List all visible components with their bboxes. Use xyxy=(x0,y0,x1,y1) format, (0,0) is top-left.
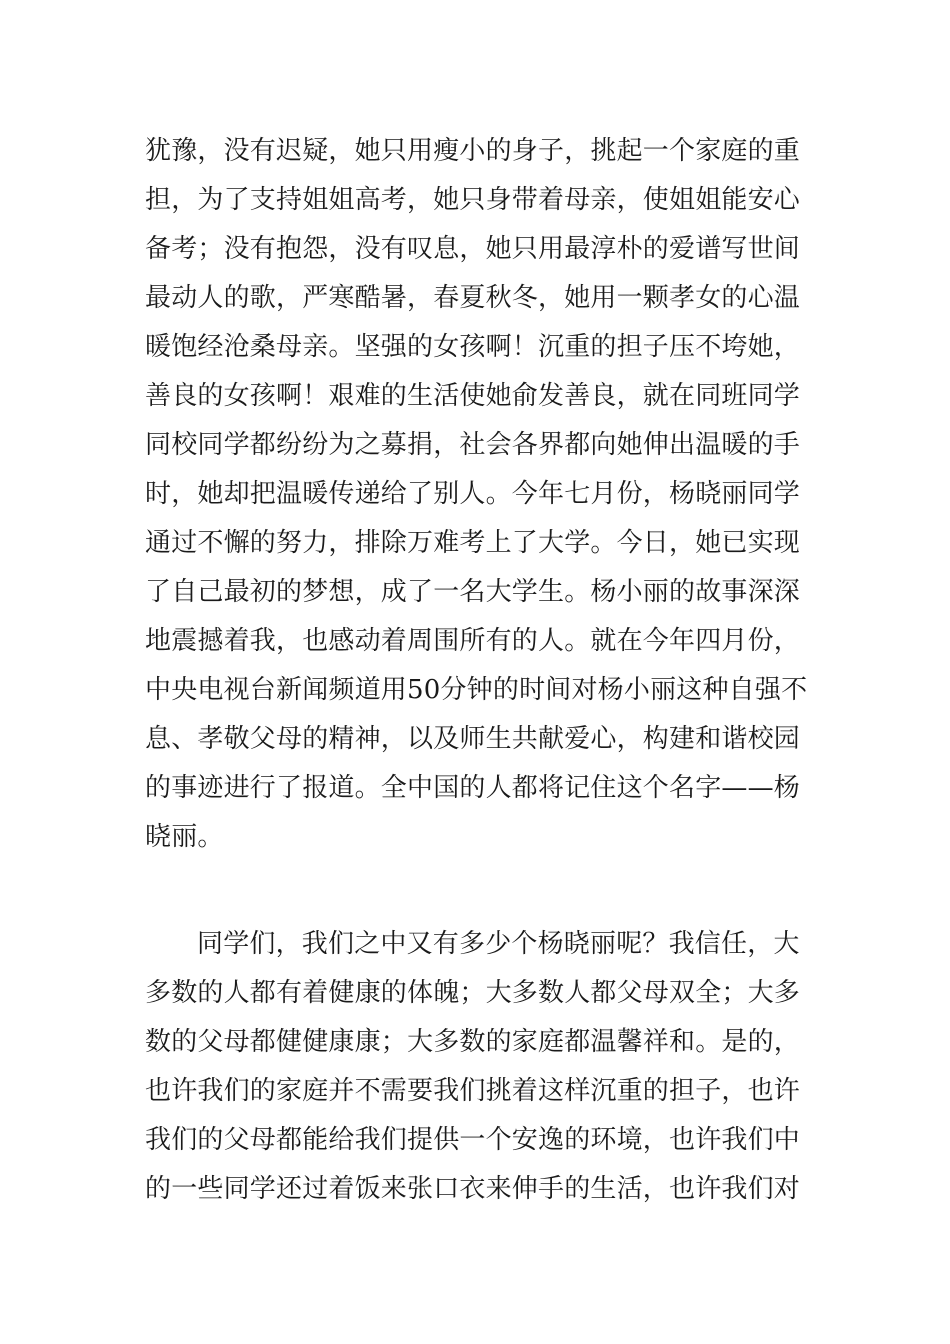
text-line: 息、孝敬父母的精神，以及师生共献爱心，构建和谐校园 xyxy=(145,724,801,754)
text-line: 了自己最初的梦想，成了一名大学生。杨小丽的故事深深 xyxy=(145,577,801,607)
text-line: 数的父母都健健康康；大多数的家庭都温馨祥和。是的， xyxy=(145,1027,801,1057)
text-line: 通过不懈的努力，排除万难考上了大学。今日，她已实现 xyxy=(145,528,801,558)
text-line: 最动人的歌，严寒酷暑，春夏秋冬，她用一颗孝女的心温 xyxy=(145,283,801,313)
text-line: 我们的父母都能给我们提供一个安逸的环境，也许我们中 xyxy=(145,1125,801,1155)
text-line: 犹豫，没有迟疑，她只用瘦小的身子，挑起一个家庭的重 xyxy=(145,136,801,166)
text-line: 也许我们的家庭并不需要我们挑着这样沉重的担子，也许 xyxy=(145,1076,801,1106)
text-line: 担，为了支持姐姐高考，她只身带着母亲，使姐姐能安心 xyxy=(145,185,801,215)
text-line: 暖饱经沧桑母亲。坚强的女孩啊！沉重的担子压不垮她， xyxy=(145,332,801,362)
text-line: 的一些同学还过着饭来张口衣来伸手的生活，也许我们对 xyxy=(145,1174,801,1204)
text-line: 的事迹进行了报道。全中国的人都将记住这个名字——杨 xyxy=(145,773,801,803)
text-line: 中央电视台新闻频道用50分钟的时间对杨小丽这种自强不 xyxy=(145,675,808,705)
text-line: 善良的女孩啊！艰难的生活使她俞发善良，就在同班同学 xyxy=(145,381,801,411)
text-line: 时，她却把温暖传递给了别人。今年七月份，杨晓丽同学 xyxy=(145,479,801,509)
text-line-indented: 同学们，我们之中又有多少个杨晓丽呢？我信任，大 xyxy=(197,929,800,959)
paragraph-1 xyxy=(145,127,810,862)
paragraph-2 xyxy=(145,920,810,1214)
text-line: 地震撼着我，也感动着周围所有的人。就在今年四月份， xyxy=(145,626,801,656)
text-line: 备考；没有抱怨，没有叹息，她只用最淳朴的爱谱写世间 xyxy=(145,234,801,264)
text-line: 多数的人都有着健康的体魄；大多数人都父母双全；大多 xyxy=(145,978,801,1008)
text-line: 同校同学都纷纷为之募捐，社会各界都向她伸出温暖的手 xyxy=(145,430,801,460)
text-line: 晓丽。 xyxy=(145,822,224,852)
